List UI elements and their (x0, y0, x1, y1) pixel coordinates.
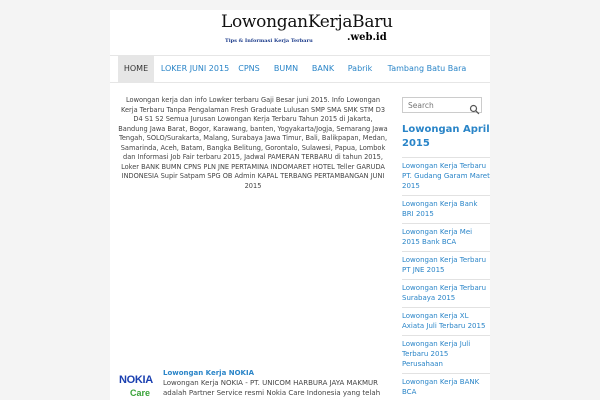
nav-item-cpns[interactable]: CPNS (238, 64, 260, 73)
thumb-sub: Care (130, 388, 151, 398)
search-icon[interactable] (469, 100, 480, 111)
search-box (402, 97, 482, 113)
sidebar-link[interactable]: Lowongan Kerja Terbaru PT. Gudang Garam Maret 2015 (402, 157, 490, 195)
sidebar-link[interactable]: Lowongan Kerja Terbaru PT JNE 2015 (402, 251, 490, 279)
sidebar-link[interactable]: Lowongan Kerja Mei 2015 Bank BCA (402, 223, 490, 251)
logo-tld: .web.id (347, 32, 387, 43)
nav-item-bumn[interactable]: BUMN (273, 64, 299, 73)
nav-item-pabrik[interactable]: Pabrik (347, 64, 373, 73)
post-thumbnail[interactable] (118, 369, 158, 400)
sidebar-link[interactable]: Lowongan Kerja Terbaru Surabaya 2015 (402, 279, 490, 307)
nav-item-bank[interactable]: BANK (311, 64, 335, 73)
sidebar-link[interactable]: Lowongan Kerja BANK BCA (402, 373, 490, 400)
sidebar-link[interactable]: Lowongan Kerja XL Axiata Juli Terbaru 2015 (402, 307, 490, 335)
post-title[interactable]: Lowongan Kerja NOKIA (163, 369, 254, 377)
search-input[interactable] (403, 98, 465, 112)
nav-item-tambang[interactable]: Tambang Batu Bara (387, 64, 467, 73)
site-tagline: Tips & Informasi Kerja Terbaru (225, 38, 313, 44)
intro-text: Lowongan kerja dan info Lowker terbaru Gaji Besar juni 2015. Info Lowongan Kerja Terbaru Tanpa Pengalaman Fresh Graduate Lulusan SMP SMA SMK STM D3 D4 S1 S2 Semua Jurusan Lowongan Kerja Terbaru Tahun 2015 di Jakarta, Bandung Jawa Barat, Bogor, Karawang, banten, Yogyakarta/Jogja, Semarang Jawa Tengah, SOLO/Surakarta, Malang, Surabaya Jawa Timur, Bali, Balikpapan, Medan, Samarinda, Aceh, Batam, Bangka Belitung, Gorontalo, Sulawesi, Papua, Lombok dan Informasi Job Fair terbaru 2015, Jadwal PAMERAN TERBARU di tahun 2015, Loker BANK BUMN CPNS PLN JNE PERTAMINA INDOMARET HOTEL Teller GARUDA INDONESIA Supir Satpam SPG OB Admin KAPAL TERBANG PERTAMBANGAN JUNI 2015 (118, 96, 388, 190)
post-item (118, 369, 388, 400)
main-nav (110, 55, 490, 83)
nav-item-home[interactable]: HOME (118, 56, 154, 82)
sidebar-link[interactable]: Lowongan Kerja Juli Terbaru 2015 Perusahaan (402, 335, 490, 373)
post-excerpt: Lowongan Kerja NOKIA - PT. UNICOM HARBURA JAYA MAKMUR adalah Partner Service resmi Nokia Care Indonesia yang telah (163, 379, 381, 397)
sidebar-link-list (402, 157, 490, 400)
thumb-brand: NOKIA (119, 374, 153, 386)
site-logo[interactable] (221, 12, 421, 52)
sidebar-link[interactable]: Lowongan Kerja Bank BRI 2015 (402, 195, 490, 223)
nav-item-loker-juni[interactable]: LOKER JUNI 2015 (160, 64, 230, 73)
sidebar-title: Lowongan April 2015 (402, 124, 490, 149)
logo-text: LowonganKerjaBaru (221, 12, 393, 32)
